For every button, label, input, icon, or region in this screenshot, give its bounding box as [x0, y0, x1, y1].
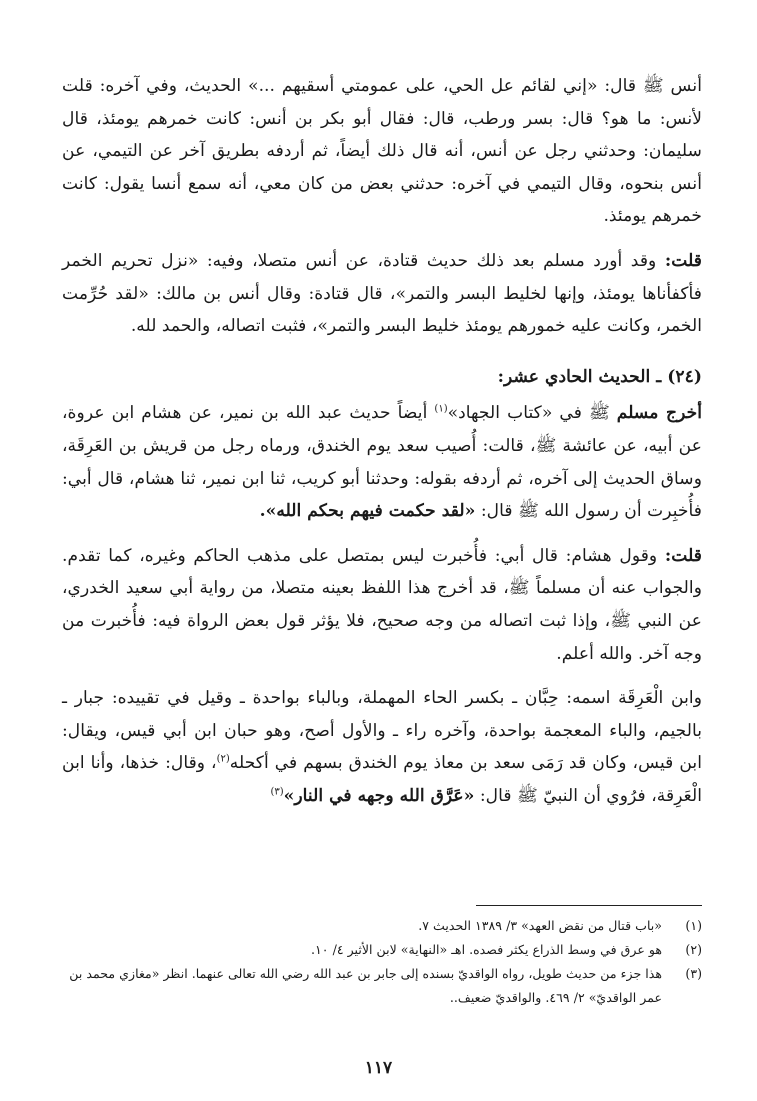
page-number: ١١٧: [364, 1058, 393, 1078]
footnote-ref-3[interactable]: (٣): [270, 786, 284, 798]
paragraph-2: [62, 245, 702, 343]
footnote-number: (٢): [685, 942, 702, 957]
footnotes: [62, 914, 702, 1010]
paragraph-5: [62, 682, 702, 812]
footnote-ref-2[interactable]: (٢): [216, 753, 230, 765]
paragraph-1-text: أنس ﷺ قال: «إني لقائم عل الحي، على عمومتي أسقيهم ...» الحديث، وفي آخره: قلت لأنس: ما هو؟ قال: بسر ورطب، قال: فقال أبو بكر بن أنس: كانت خمرهم يومئذ، قال سليمان: وحدثني رجل عن أنس، أنه قال ذلك أيضاً، ثم أردفه بطريق آخر عن التيمي، عن أنس بنحوه، وقال التيمي في آخره: حدثني بعض من كان معي، أنه سمع أنسا يقول: كانت خمرهم يومئذ.: [62, 76, 702, 227]
footnote-divider: [476, 905, 702, 906]
paragraph-5-text-a: وابن الْعَرِقَة اسمه: حِبَّان ـ بكسر الحاء المهملة، وبالباء بواحدة ـ وقيل في تقييده: جبار ـ بالجيم، والباء المعجمة بواحدة، وآخره راء ـ والأول أصح، وهو حبان ابن أبي قيس، ويقال: ابن قيس، وكان قد رَمَى سعد بن معاذ يوم الخندق بسهم في أكحله: [62, 688, 702, 774]
footnote-text: هو عرق في وسط الذراع يكثر فصده. اهـ «النهاية» لابن الأثير ٤/ ١٠.: [311, 942, 662, 957]
footnote-number: (٣): [685, 966, 702, 981]
paragraph-1: [62, 70, 702, 233]
footnote-ref-1[interactable]: (١): [434, 403, 448, 415]
paragraph-3-label: أخرج مسلم: [616, 403, 702, 424]
footnote-text: «باب قتال من نقض العهد» ٣/ ١٣٨٩ الحديث ٧.: [418, 918, 662, 933]
paragraph-3-text-b: أيضاً حديث عبد الله بن نمير، عن هشام ابن عروة، عن أبيه، عن عائشة ﷺ، قالت: أُصيب سعد يوم الخندق، ورماه رجل من قريش بن العَرِقَة، وساق الحديث إلى آخره، ثم أردفه بقوله: وحدثنا أبو كريب، ثنا ابن نمير، ثنا هشام، قال أبي: فأُخبِرت أن رسول الله ﷺ قال:: [62, 403, 702, 522]
paragraph-3-text-a: ﷺ في «كتاب الجهاد»: [447, 403, 617, 424]
footnote-text: هذا جزء من حديث طويل، رواه الواقديّ بسنده إلى جابر بن عبد الله رضي الله تعالى عنهما. انظر «مغازي محمد بن عمر الواقديّ» ٢/ ٤٦٩. والواقديّ ضعيف..: [69, 966, 662, 1005]
main-text: [62, 70, 702, 812]
paragraph-4-text: وقول هشام: قال أبي: فأُخبرت ليس بمتصل على مذهب الحاكم وغيره، كما تقدم. والجواب عنه أن مسلماً ﷺ، قد أخرج هذا اللفظ بعينه متصلا، من رواية أبي سعيد الخدري، عن النبي ﷺ، وإذا ثبت اتصاله من وجه صحيح، فلا يؤثر قول بعض الرواة فيه: فأُخبرت من وجه آخر. والله أعلم.: [62, 545, 702, 664]
footnote-1: [62, 914, 702, 938]
section-heading: (٢٤) ـ الحديث الحادي عشر:: [497, 366, 702, 387]
paragraph-4: [62, 540, 702, 670]
paragraph-5-quote: «عَرَّق الله وجهه في النار»: [283, 785, 475, 806]
paragraph-4-label: قلت:: [664, 545, 702, 566]
footnote-3: [62, 962, 702, 1010]
footnote-number: (١): [685, 918, 702, 933]
paragraph-5-text-b: ، وقال: خذها، وأنا ابن الْعَرِقة، فرُوي أن النبيّ ﷺ قال:: [62, 753, 702, 806]
footnote-2: [62, 938, 702, 962]
paragraph-2-text: وقد أورد مسلم بعد ذلك حديث قتادة، عن أنس متصلا، وفيه: «نزل تحريم الخمر فأكفأناها يومئذ، وإنها لخليط البسر والتمر»، قال قتادة: وقال أنس بن مالك: «لقد حُرِّمت الخمر، وكانت عليه خمورهم يومئذ خليط البسر والتمر»، فثبت اتصاله، والحمد لله.: [62, 250, 702, 337]
paragraph-3: [62, 397, 702, 527]
paragraph-3-quote: «لقد حكمت فيهم بحكم الله».: [259, 501, 476, 522]
paragraph-2-label: قلت:: [664, 250, 702, 271]
